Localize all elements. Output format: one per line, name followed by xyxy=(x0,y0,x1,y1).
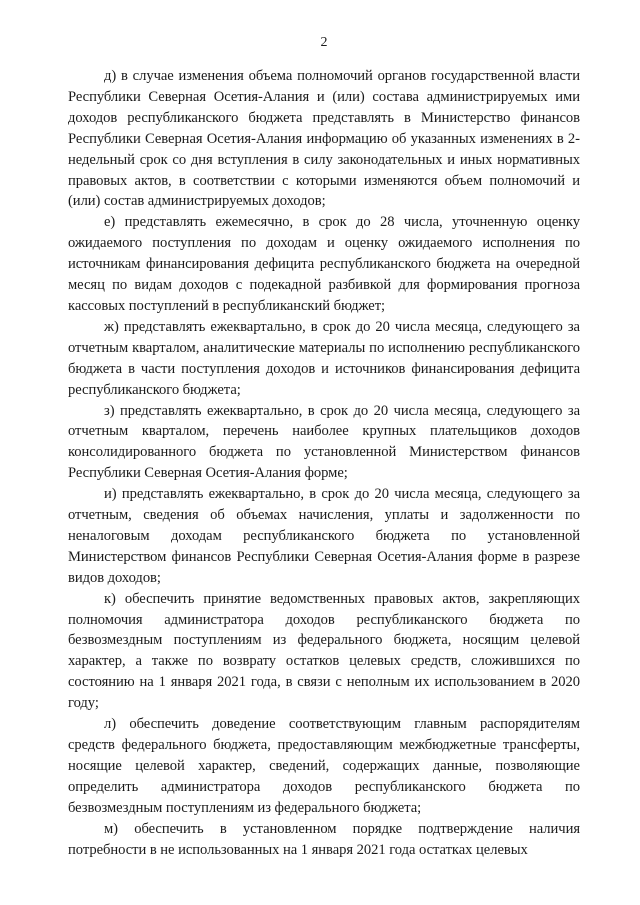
paragraph-z: з) представлять ежеквартально, в срок до 20 числа месяца, следующего за отчетным кварталом, перечень наиболее крупных плательщиков доходов консолидированного бюджета по установленной Министерством финансов Республики Северная Осетия-Алания форме; xyxy=(68,402,580,482)
paragraph-m: м) обеспечить в установленном порядке подтверждение наличия потребности в не использованных на 1 января 2021 года остатках целевых xyxy=(68,820,580,858)
page-number: 2 xyxy=(320,35,328,50)
paragraph-l: л) обеспечить доведение соответствующим главным распорядителям средств федерального бюджета, предоставляющим межбюджетные трансферты, носящие целевой характер, сведений, содержащих данные, позволяющие определить администратора доходов республиканского бюджета по безвозмездным поступлениям из федерального бюджета; xyxy=(68,716,580,816)
paragraph-zh: ж) представлять ежеквартально, в срок до 20 числа месяца, следующего за отчетным кварталом, аналитические материалы по исполнению республиканского бюджета в части поступления доходов и источников финансирования дефицита республиканского бюджета; xyxy=(68,318,580,398)
paragraph-k: к) обеспечить принятие ведомственных правовых актов, закрепляющих полномочия администратора доходов республиканского бюджета по безвозмездным поступлениям из федерального бюджета, носящим целевой характер, а также по возврату остатков целевых средств, сложившихся по состоянию на 1 января 2021 года, в связи с неполным их использованием в 2020 году; xyxy=(68,590,580,712)
paragraph-i: и) представлять ежеквартально, в срок до 20 числа месяца, следующего за отчетным, сведения об объемах начисления, уплаты и задолженности по неналоговым доходам республиканского бюджета по установленной Министерством финансов Республики Северная Осетия-Алания форме в разрезе видов доходов; xyxy=(68,486,580,586)
paragraph-d: д) в случае изменения объема полномочий органов государственной власти Республики Северная Осетия-Алания и (или) состава администрируемых ими доходов республиканского бюджета представлять в Министерство финансов Республики Северная Осетия-Алания информацию об указанных изменениях в 2-недельный срок со дня вступления в силу законодательных и иных нормативных правовых актов, в соответствии с которыми изменяются объем полномочий и (или) состав администрируемых доходов; xyxy=(68,68,580,210)
document-page xyxy=(68,34,580,860)
paragraph-e: е) представлять ежемесячно, в срок до 28 числа, уточненную оценку ожидаемого поступления по доходам и оценку ожидаемого исполнения по источникам финансирования дефицита республиканского бюджета на очередной месяц по видам доходов с подекадной разбивкой для формирования прогноза кассовых поступлений в республиканский бюджет; xyxy=(68,214,580,314)
